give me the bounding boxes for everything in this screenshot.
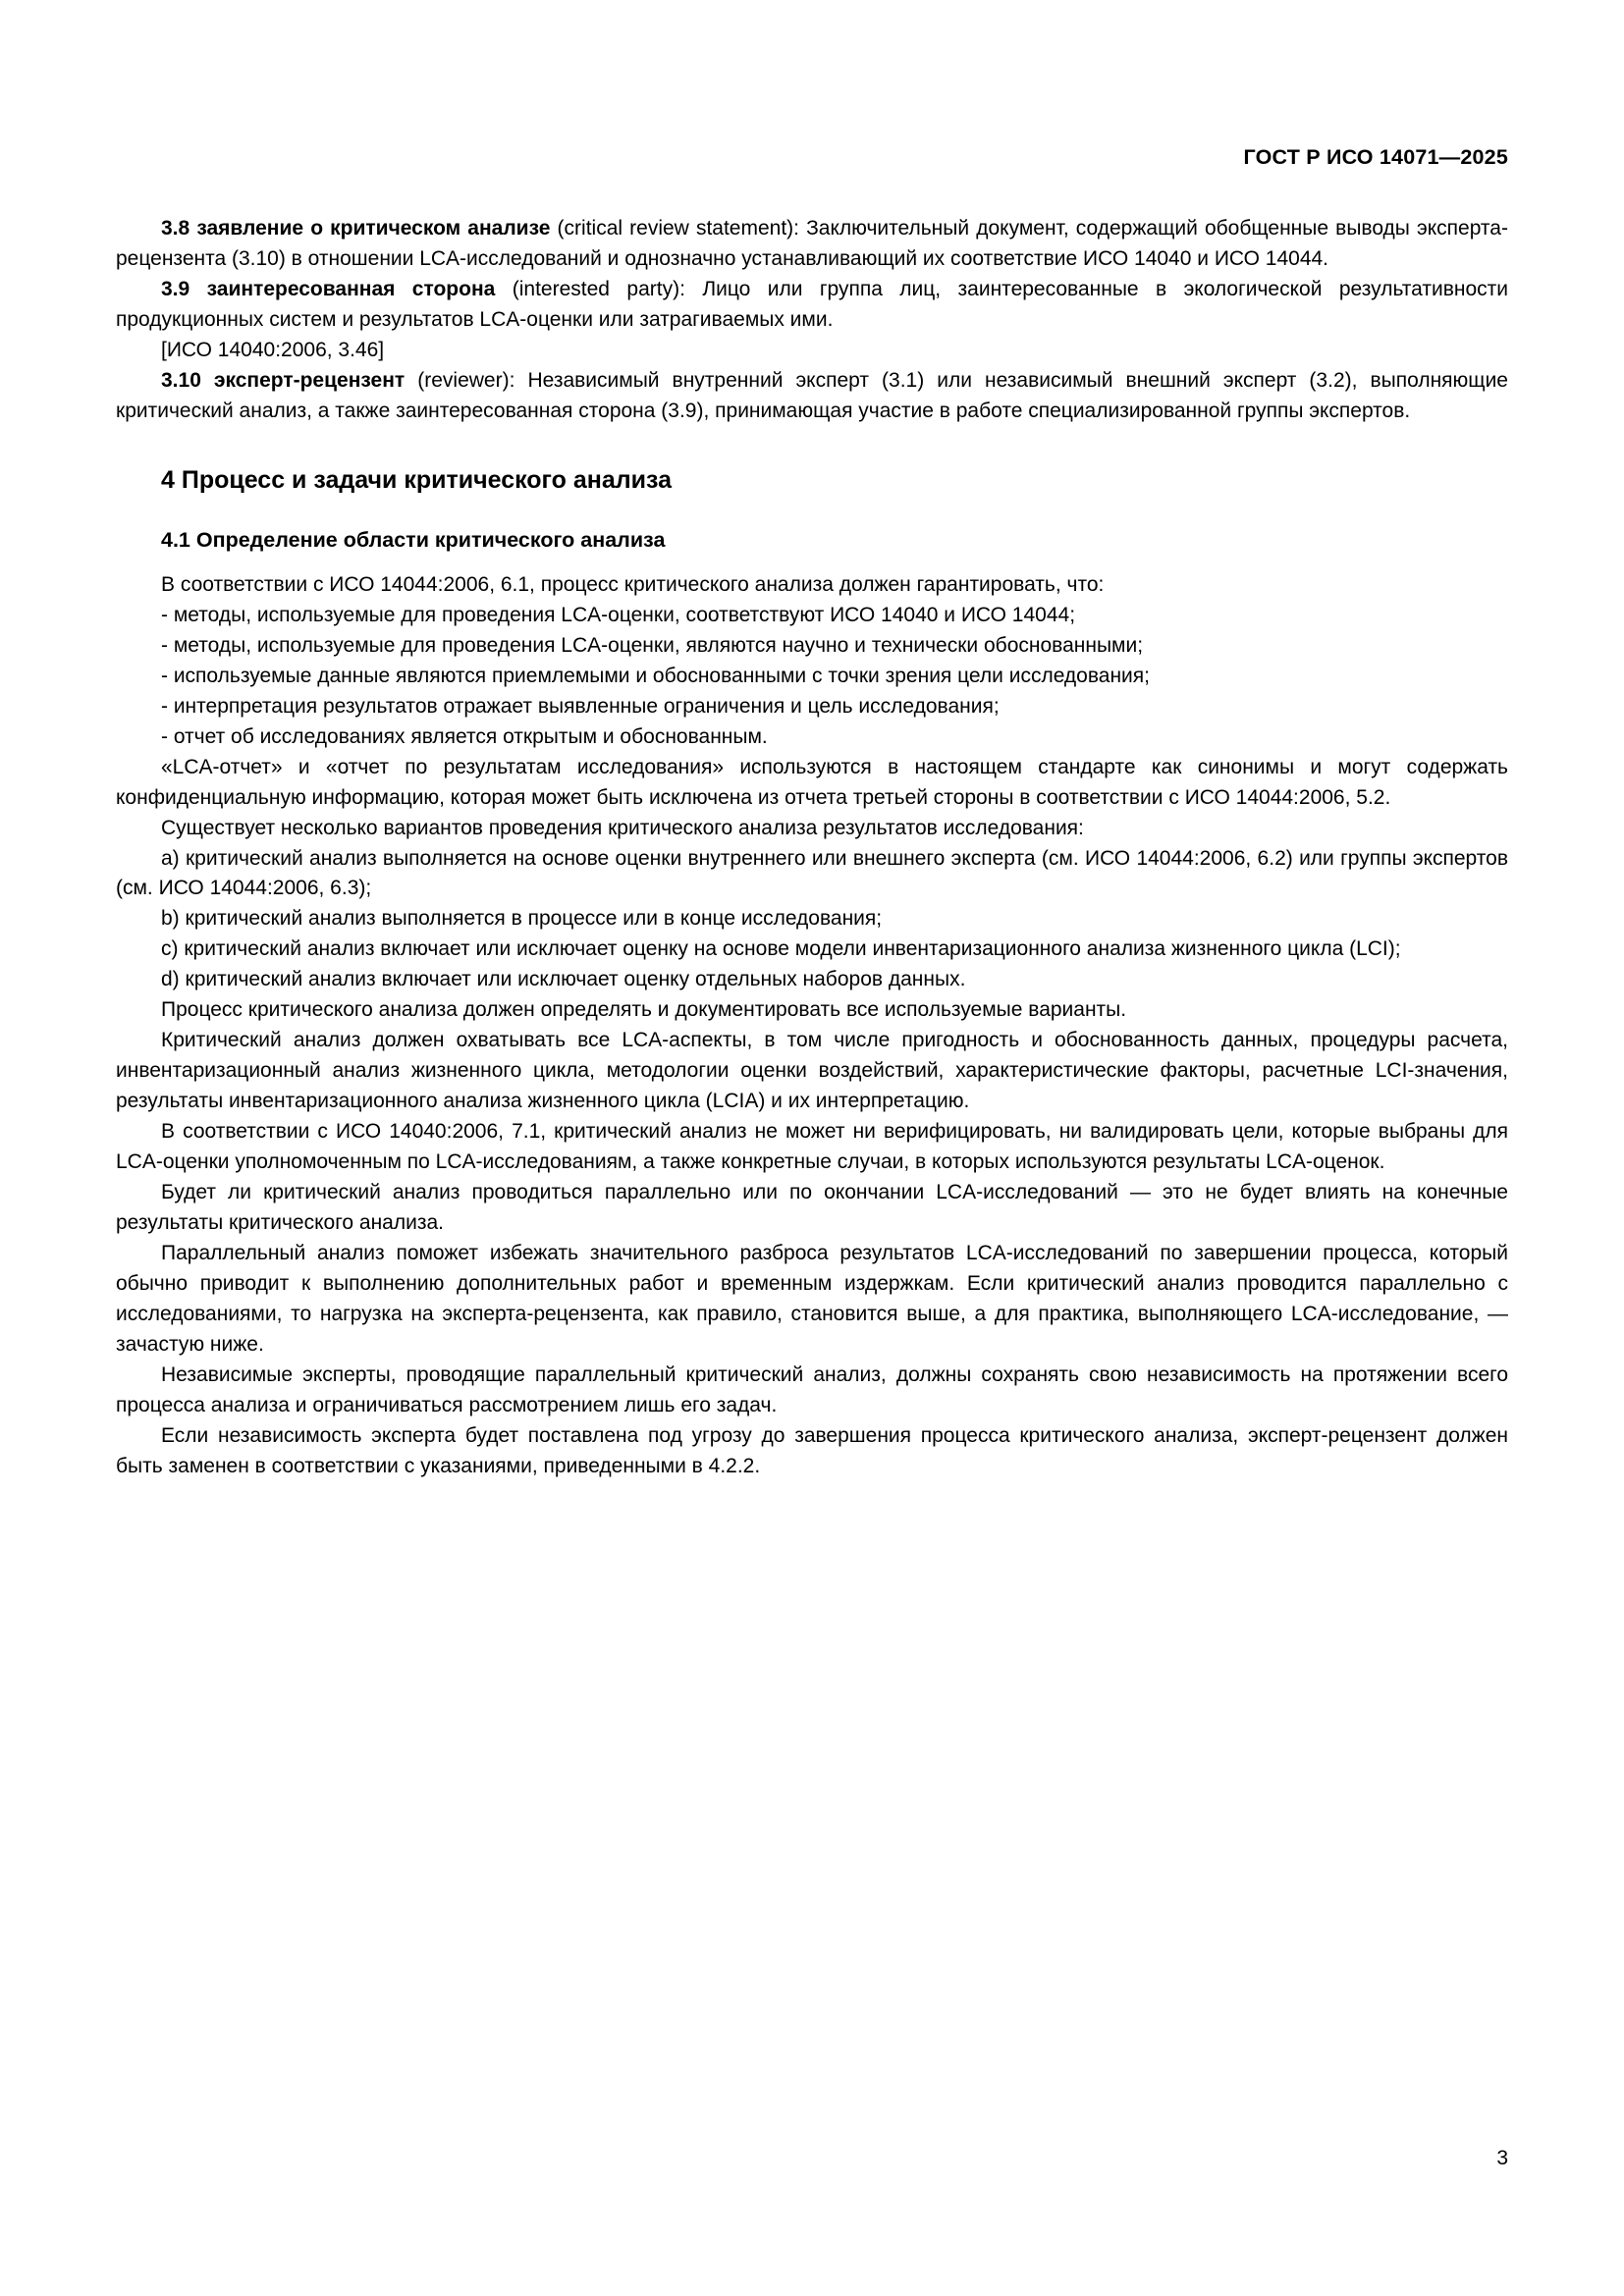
term-definition: : Лицо или группа лиц, заинтересованные в экологической результативности продукционных систем и результатов LCA-оценки или затрагиваемых ими. bbox=[116, 277, 1508, 331]
paragraph: Существует несколько вариантов проведения критического анализа результатов исследования: bbox=[161, 816, 1084, 839]
page-number: 3 bbox=[1496, 2147, 1508, 2169]
paragraph: «LCA-отчет» и «отчет по результатам исследования» используются в настоящем стандарте как синонимы и могут содержать конфиденциальную информацию, которая может быть исключена из отчета третьей стороны в соответствии с ИСО 14044:2006, 5.2. bbox=[116, 755, 1508, 809]
term-number: 3.9 bbox=[161, 277, 190, 300]
section-heading: 4 Процесс и задачи критического анализа bbox=[161, 465, 673, 494]
term-definition: : Независимый внутренний эксперт (3.1) или независимый внешний эксперт (3.2), выполняющие критический анализ, а также заинтересованная сторона (3.9), принимающая участие в работе специализированной группы экспертов. bbox=[116, 368, 1508, 422]
paragraph: - методы, используемые для проведения LCA-оценки, являются научно и технически обоснованными; bbox=[161, 633, 1144, 657]
paragraph: Критический анализ должен охватывать все LCA-аспекты, в том числе пригодность и обоснованность данных, процедуры расчета, инвентаризационный анализ жизненного цикла, методологии оценки воздействий, характеристические факторы, расчетные LCI-значения, результаты инвентаризационного анализа жизненного цикла (LCIA) и их интерпретацию. bbox=[116, 1029, 1508, 1113]
paragraph: Параллельный анализ поможет избежать значительного разброса результатов LCA-исследований по завершении процесса, который обычно приводит к выполнению дополнительных работ и временным издержкам. Если критический анализ проводится параллельно с исследованиями, то нагрузка на эксперта-рецензента, как правило, становится выше, а для практика, выполняющего LCA-исследование, — зачастую ниже. bbox=[116, 1242, 1508, 1356]
term-entry-3-10 bbox=[116, 366, 1508, 427]
term-name: заинтересованная сторона bbox=[206, 277, 496, 300]
term-number: 3.8 bbox=[161, 217, 190, 240]
paragraph: d) критический анализ включает или исключает оценку отдельных наборов данных. bbox=[161, 968, 966, 991]
paragraph: a) критический анализ выполняется на основе оценки внутреннего или внешнего эксперта (см. ИСО 14044:2006, 6.2) или группы экспертов (см. ИСО 14044:2006, 6.3); bbox=[116, 846, 1508, 900]
paragraph: - отчет об исследованиях является открытым и обоснованным. bbox=[161, 724, 768, 748]
term-name: заявление о критическом анализе bbox=[196, 217, 551, 240]
paragraph: Будет ли критический анализ проводиться параллельно или по окончании LCA-исследований — это не будет влиять на конечные результаты критического анализа. bbox=[116, 1181, 1508, 1235]
term-definition: : Заключительный документ, содержащий обобщенные выводы эксперта-рецензента (3.10) в отношении LCA-исследований и однозначно устанавливающий их соответствие ИСО 14040 и ИСО 14044. bbox=[116, 217, 1508, 270]
term-entry-3-9 bbox=[116, 275, 1508, 336]
paragraph: b) критический анализ выполняется в процессе или в конце исследования; bbox=[161, 907, 883, 931]
term-english: (interested party) bbox=[512, 277, 680, 300]
paragraph: Если независимость эксперта будет поставлена под угрозу до завершения процесса критического анализа, эксперт-рецензент должен быть заменен в соответствии с указаниями, приведенными в 4.2.2. bbox=[116, 1423, 1508, 1477]
paragraph: - интерпретация результатов отражает выявленные ограничения и цель исследования; bbox=[161, 694, 1000, 718]
paragraph: Независимые эксперты, проводящие параллельный критический анализ, должны сохранять свою независимость на протяжении всего процесса анализа и ограничиваться рассмотрением лишь его задач. bbox=[116, 1362, 1508, 1416]
term-number: 3.10 bbox=[161, 368, 201, 392]
term-entry-3-8 bbox=[116, 214, 1508, 275]
paragraph: В соответствии с ИСО 14044:2006, 6.1, процесс критического анализа должен гарантировать, что: bbox=[161, 572, 1105, 596]
paragraph: c) критический анализ включает или исключает оценку на основе модели инвентаризационного анализа жизненного цикла (LCI); bbox=[161, 937, 1401, 961]
paragraph: - используемые данные являются приемлемыми и обоснованными с точки зрения цели исследования; bbox=[161, 664, 1150, 687]
paragraph: Процесс критического анализа должен определять и документировать все используемые варианты. bbox=[161, 998, 1127, 1022]
term-english: (reviewer) bbox=[417, 368, 510, 392]
term-english: (critical review statement) bbox=[557, 217, 794, 240]
term-source-3-9: [ИСО 14040:2006, 3.46] bbox=[161, 338, 385, 361]
paragraph: В соответствии с ИСО 14040:2006, 7.1, критический анализ не может ни верифицировать, ни валидировать цели, которые выбраны для LCA-оценки уполномоченным по LCA-исследованиям, а также конкретные случаи, в которых используются результаты LCA-оценок. bbox=[116, 1120, 1508, 1174]
page-header: ГОСТ Р ИСО 14071—2025 bbox=[1243, 145, 1508, 169]
term-name: эксперт-рецензент bbox=[213, 368, 406, 392]
subsection-heading: 4.1 Определение области критического анализа bbox=[161, 527, 666, 552]
page-content bbox=[116, 214, 1508, 1482]
paragraph: - методы, используемые для проведения LCA-оценки, соответствуют ИСО 14040 и ИСО 14044; bbox=[161, 603, 1076, 626]
